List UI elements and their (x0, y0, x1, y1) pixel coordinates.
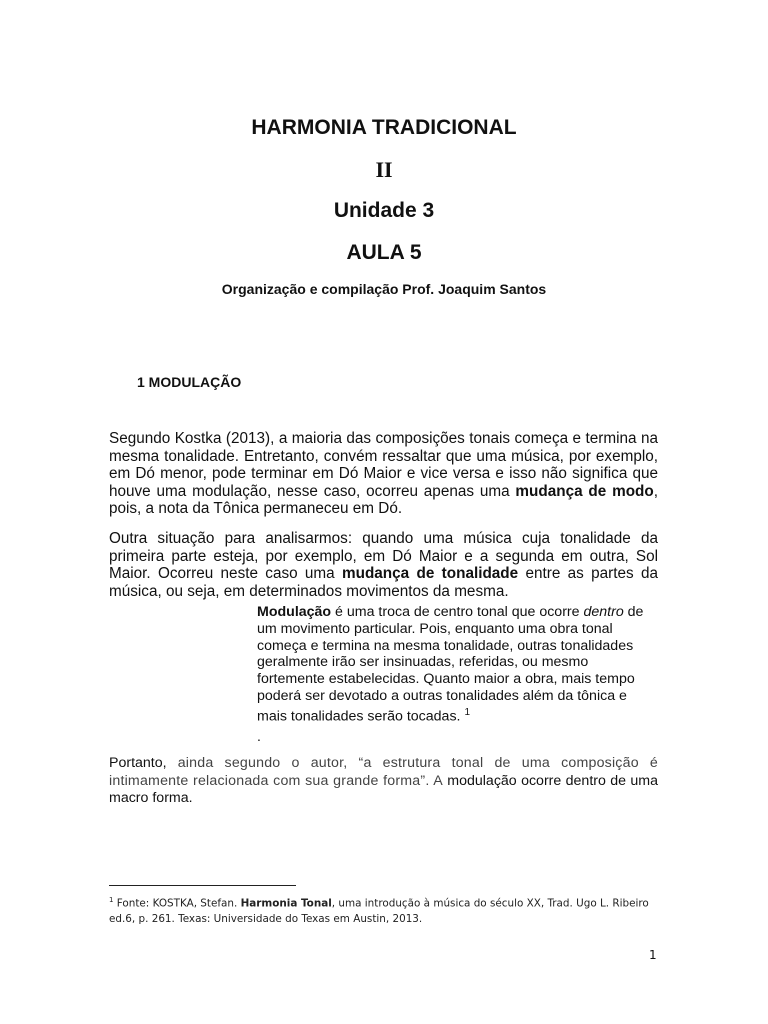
page-number: 1 (649, 948, 657, 962)
paragraph-kostka (109, 430, 658, 518)
paragraph-text: Segundo Kostka (2013), a maioria das composições tonais começa e termina na mesma tonalidade. Entretanto, convém ressaltar que uma música, por exemplo, em Dó menor, pode terminar em Dó Maior e vice versa e isso não significa que houve uma modulação, nesse caso, ocorreu apenas uma (109, 430, 658, 500)
footnote-book-title: Harmonia Tonal (240, 897, 332, 910)
footnote-reference[interactable]: 1 (464, 706, 470, 718)
quote-italic: dentro (583, 604, 624, 620)
paragraph-text: Outra situação para analisarmos: quando uma música cuja tonalidade da primeira parte esteja, por exemplo, em Dó Maior e a segunda em outra, Sol Maior. Ocorreu neste caso uma (109, 530, 658, 582)
paragraph-text: modulação ocorre dentro de uma macro forma. (109, 772, 658, 806)
paragraph-conclusion (109, 755, 658, 808)
paragraph-text: , pois, a nota da Tônica permaneceu em Dó. (109, 482, 658, 517)
paragraph-text: Portanto, (109, 755, 167, 771)
volume-number: II (375, 157, 393, 182)
paragraph-text: ainda segundo o autor, “a estrutura tonal de uma composição é intimamente relacionada com sua grande forma”. A (109, 755, 658, 789)
section-heading: 1 MODULAÇÃO (137, 374, 242, 390)
footnote-divider (109, 885, 296, 886)
footnote (109, 892, 654, 927)
footnote-marker: 1 (109, 896, 114, 904)
organization-credit: Organização e compilação Prof. Joaquim Santos (221, 281, 547, 297)
document-title: HARMONIA TRADICIONAL (251, 116, 517, 139)
quote-text: é uma troca de centro tonal que ocorre (331, 604, 584, 620)
footnote-text: , uma introdução à música do século XX, Trad. Ugo L. Ribeiro ed.6, p. 261. Texas: Universidade do Texas em Austin, 2013. (109, 897, 649, 926)
emphasis-text: mudança de modo (515, 482, 654, 500)
paragraph-text: entre as partes da música, ou seja, em determinados movimentos da mesma. (109, 565, 659, 600)
lesson-heading: AULA 5 (346, 241, 422, 264)
quote-term: Modulação (257, 604, 332, 620)
paragraph-tonality (109, 530, 658, 600)
footnote-text: Fonte: KOSTKA, Stefan. (113, 897, 241, 910)
emphasis-text: mudança de tonalidade (342, 565, 519, 582)
block-quote (257, 604, 653, 725)
quote-trailing-dot: . (257, 728, 261, 744)
unit-heading: Unidade 3 (333, 199, 435, 222)
quote-text: de um movimento particular. Pois, enquanto uma obra tonal começa e termina na mesma tonalidade, outras tonalidades geralmente irão ser insinuadas, referidas, ou mesmo fortemente estabelecidas. Quanto maior a obra, mais tempo poderá ser devotado a outras tonalidades além da tônica e mais tonalidades serão tocadas. (257, 604, 644, 725)
